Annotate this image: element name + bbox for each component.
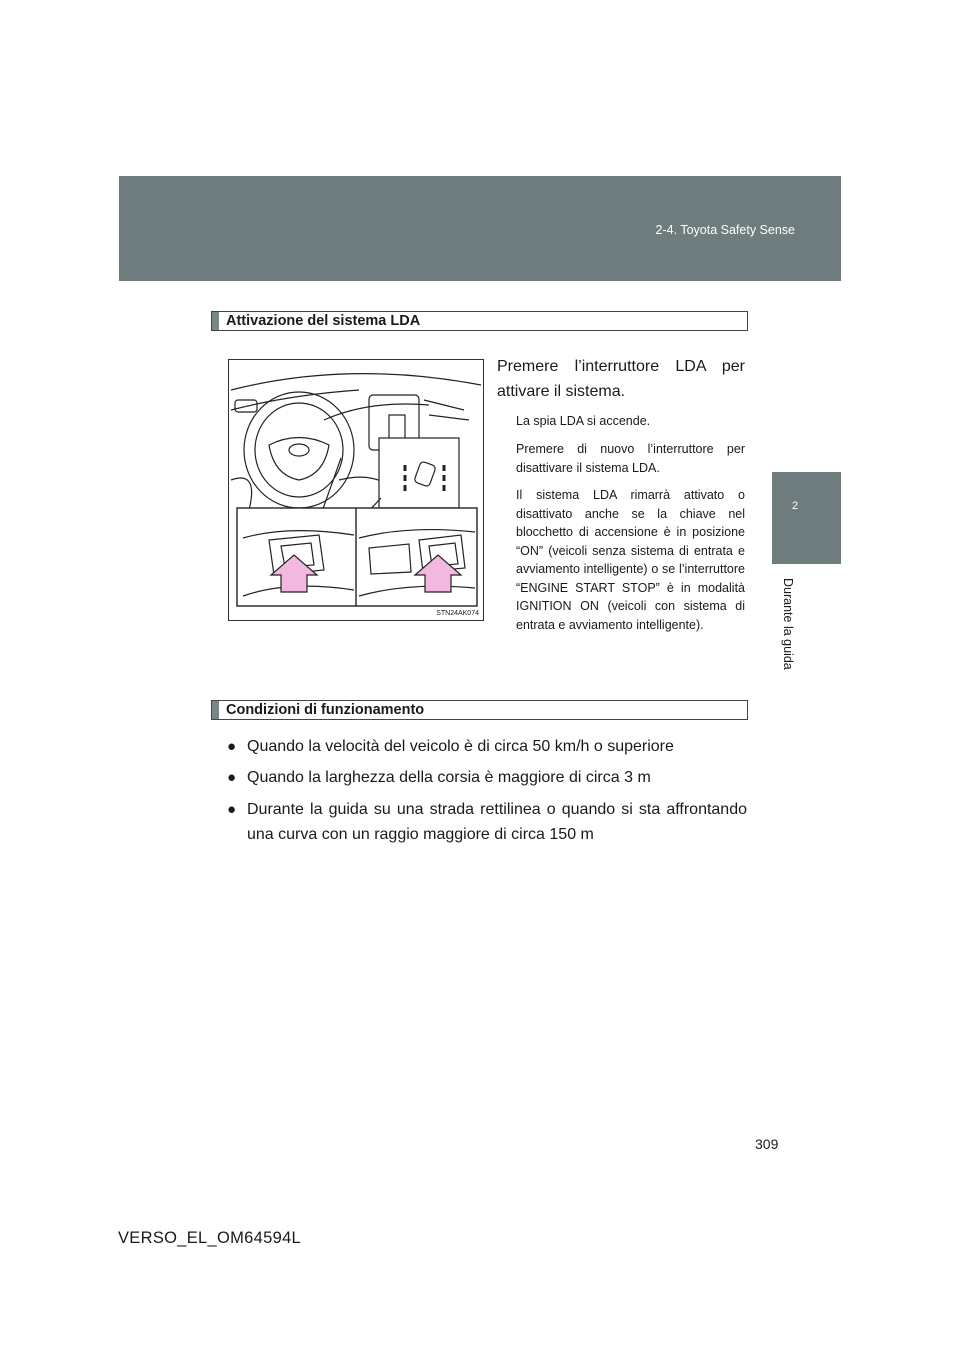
document-code: VERSO_EL_OM64594L bbox=[118, 1229, 302, 1247]
section-heading-condizioni bbox=[211, 700, 748, 720]
note-2: Premere di nuovo l’interruttore per disattivare il sistema LDA. bbox=[516, 442, 745, 475]
bullet-icon: ● bbox=[227, 738, 237, 755]
heading-accent bbox=[212, 312, 219, 330]
chapter-tab bbox=[772, 472, 841, 564]
list-item-text: Quando la velocità del veicolo è di circa 50 km/h o superiore bbox=[247, 738, 674, 755]
figure-code: STN24AK074 bbox=[436, 610, 479, 617]
instruction-text: Premere l’interruttore LDA per attivare il sistema. bbox=[497, 358, 745, 400]
list-item-text: Durante la guida su una strada rettilinea o quando si sta affrontando una curva con un raggio maggiore di circa 150 m bbox=[247, 801, 747, 843]
chapter-number: 2 bbox=[792, 500, 799, 512]
dashboard-drawing bbox=[229, 360, 483, 620]
section-heading-attivazione bbox=[211, 311, 748, 331]
bullet-icon: ● bbox=[227, 769, 237, 786]
list-item-text: Quando la larghezza della corsia è maggiore di circa 3 m bbox=[247, 769, 651, 786]
heading-accent bbox=[212, 701, 219, 719]
chapter-label: Durante la guida bbox=[781, 578, 795, 670]
section-title: 2-4. Toyota Safety Sense bbox=[655, 223, 795, 237]
section-heading-label: Attivazione del sistema LDA bbox=[226, 313, 421, 329]
note-3: Il sistema LDA rimarrà attivato o disattivato anche se la chiave nel blocchetto di accensione è in posizione “ON” (veicoli senza sistema di entrata e avviamento intelligente) o se l’interruttore “ENGINE START STOP” è in modalità IGNITION ON (veicoli con sistema di entrata e avviamento intelligente). bbox=[516, 488, 745, 632]
header-band bbox=[119, 176, 841, 281]
page-number: 309 bbox=[755, 1136, 779, 1152]
dashboard-illustration bbox=[228, 359, 484, 621]
section-heading-label: Condizioni di funzionamento bbox=[226, 702, 425, 718]
bullet-icon: ● bbox=[227, 801, 237, 818]
note-1: La spia LDA si accende. bbox=[516, 414, 651, 428]
